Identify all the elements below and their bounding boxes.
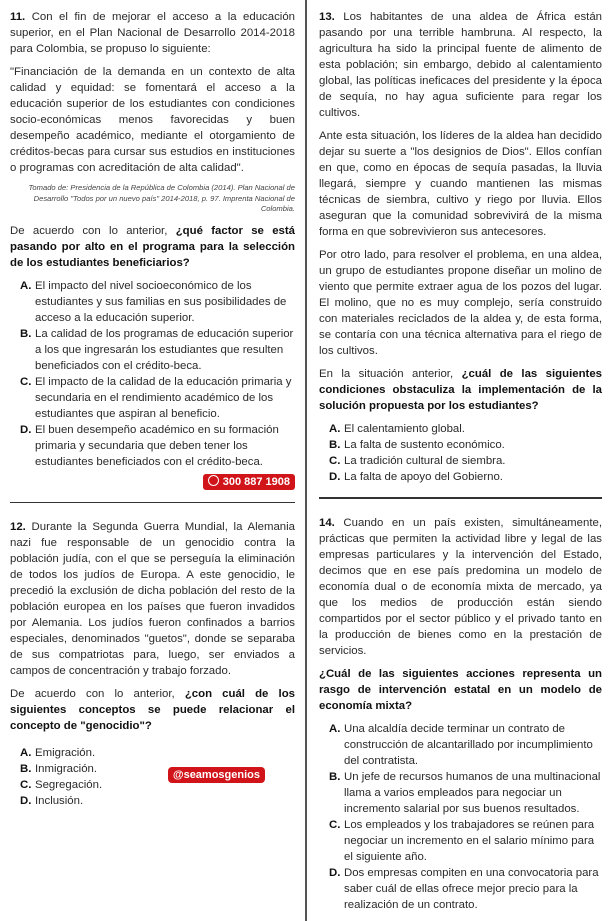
source-citation: Tomado de: Presidencia de la República de Colombia (2014). Plan Nacional de Desarrollo "Todos por un nuevo país" 2014-2018, p. 97. Imprenta Nacional de Colombia. bbox=[28, 183, 295, 213]
question-prompt: ¿Cuál de las siguientes acciones representa un rasgo de intervención estatal en un modelo de economía mixta? bbox=[319, 667, 602, 712]
separator bbox=[10, 502, 295, 504]
answer-options bbox=[20, 278, 295, 470]
question-number: 14. bbox=[319, 516, 335, 529]
option-a[interactable]: A. El calentamiento global. bbox=[329, 423, 465, 435]
question-number: 11. bbox=[10, 11, 26, 23]
option-b[interactable]: B. Un jefe de recursos humanos de una multinacional llama a varios empleados para negociar un incremento salarial por sus buenos resultados. bbox=[329, 770, 601, 815]
social-handle-badge: @seamosgenios bbox=[168, 767, 265, 783]
option-b[interactable]: B. La calidad de los programas de educación superior a los que ingresarán los estudiantes que resulten beneficiados con el crédito-beca. bbox=[20, 327, 294, 372]
question-intro: Durante la Segunda Guerra Mundial, la Alemania nazi fue responsable de un genocidio contra la población judía, con el que se perseguía la eliminación de todos los judíos de Europa. A este genocidio, le precedió la exclusión de dicha población del resto de la población europea en los países que fueron invadidos por Alemania. Los judíos fueron confinados a barrios especiales, denominados "guetos", donde se separaba de sus compatriotas para, luego, ser enviados a campos de concentración y trabajo forzado. bbox=[10, 521, 295, 677]
question-number: 12. bbox=[10, 521, 26, 533]
whatsapp-icon bbox=[208, 475, 219, 486]
answer-options bbox=[20, 745, 102, 809]
option-c[interactable]: C. Los empleados y los trabajadores se reúnen para negociar un incremento en el salario mínimo para el siguiente año. bbox=[329, 818, 595, 863]
question-lead: De acuerdo con lo anterior, bbox=[10, 224, 168, 237]
answer-options bbox=[329, 721, 602, 913]
option-d[interactable]: D. Inclusión. bbox=[20, 795, 84, 807]
option-d[interactable]: D. Dos empresas compiten en una convocatoria para saber cuál de ellas ofrece mejor precio para la realización de un contrato. bbox=[329, 866, 599, 911]
option-b[interactable]: B. La falta de sustento económico. bbox=[329, 439, 505, 451]
answer-options bbox=[329, 421, 602, 485]
option-c[interactable]: C. Segregación. bbox=[20, 779, 103, 791]
question-intro: Los habitantes de una aldea de África están pasando por una terrible hambruna. Al respecto, la agricultura ha sido la principal fuente de alimento de esta población; sin embargo, debido al calentamiento global, las políticas ineficaces del presidente y la época de sequía, no hay agua suficiente para regar los cultivos. bbox=[319, 11, 603, 119]
option-a[interactable]: A. Emigración. bbox=[20, 747, 96, 759]
option-d[interactable]: D. El buen desempeño académico en su formación primaria y secundaria que deben tener los estudiantes beneficiados con el crédito-beca. bbox=[20, 423, 279, 468]
question-prompt: ¿qué factor se está pasando por alto en el programa para la selección de los estudiantes beneficiarios? bbox=[10, 224, 295, 269]
question-11 bbox=[10, 9, 295, 490]
right-column bbox=[307, 0, 612, 921]
question-14 bbox=[319, 515, 602, 913]
separator bbox=[319, 497, 602, 499]
paragraph: Ante esta situación, los líderes de la aldea han decidido dejar su suerte a "los designios de Dios". Ellos confían en que, como en épocas de sequía pasadas, la lluvia llegará, siempre y cuando mantienen las mismas técnicas de siembra, cultivo y riego por lluvia. Ellos aseguran que la comunidad sobrevivirá de la misma forma en que sobrevivieron sus antecesores. bbox=[319, 130, 602, 238]
question-number: 13. bbox=[319, 11, 335, 23]
option-c[interactable]: C. El impacto de la calidad de la educación primaria y secundaria en el rendimiento académico de los estudiantes que aspiran al beneficio. bbox=[20, 375, 292, 420]
question-prompt: ¿con cuál de los siguientes conceptos se puede relacionar el concepto de "genocidio"? bbox=[10, 688, 295, 732]
paragraph: Por otro lado, para resolver el problema, en una aldea, un grupo de estudiantes propone diseñar un molino de viento que permite extraer agua de los pozos del lugar. El molino, que no es muy complejo, sería construido con materiales reciclados de la aldea y, de esta forma, se contaría con una técnica alternativa para el riego de los cultivos. bbox=[319, 249, 602, 357]
option-c[interactable]: C. La tradición cultural de siembra. bbox=[329, 455, 506, 467]
option-a[interactable]: A. El impacto del nivel socioeconómico de los estudiantes y sus familias en sus posibilidades de acceso a la educación superior. bbox=[20, 279, 287, 324]
option-b[interactable]: B. Inmigración. bbox=[20, 763, 98, 775]
phone-badge: 300 887 1908 bbox=[203, 474, 295, 490]
option-d[interactable]: D. La falta de apoyo del Gobierno. bbox=[329, 471, 503, 483]
left-column bbox=[0, 0, 305, 921]
quote: "Financiación de la demanda en un contexto de alta calidad y equidad: se fomentará el acceso a la educación superior de los estudiantes con condiciones socio-económicas menos favorecidas y buen desempeño académico, mediante el otorgamiento de créditos-becas para cursar sus estudios en instituciones o programas con acreditación de alta calidad". bbox=[10, 66, 295, 174]
question-13 bbox=[319, 9, 602, 485]
question-intro: Con el fin de mejorar el acceso a la educación superior, en el Plan Nacional de Desarrollo 2014-2018 para Colombia, se propuso lo siguiente: bbox=[10, 11, 295, 55]
question-lead: En la situación anterior, bbox=[319, 368, 454, 380]
question-intro: Cuando en un país existen, simultáneamente, prácticas que permiten la actividad libre y legal de las empresas particulares y la intervención del Estado, decimos que en ese país predomina un modelo de economía dual o de economía mixta de mercado, ya que los medios de producción están siendo compartidos por el sector público y el privado tanto en la producción de bienes como en la prestación de servicios. bbox=[319, 516, 602, 657]
question-prompt: ¿cuál de las siguientes condiciones obstaculiza la implementación de la solución propuesta por los estudiantes? bbox=[319, 368, 602, 412]
option-a[interactable]: A. Una alcaldía decide terminar un contrato de construcción de alcantarillado por incumplimiento del contratista. bbox=[329, 722, 593, 767]
question-12 bbox=[10, 519, 295, 809]
question-lead: De acuerdo con lo anterior, bbox=[10, 688, 175, 700]
